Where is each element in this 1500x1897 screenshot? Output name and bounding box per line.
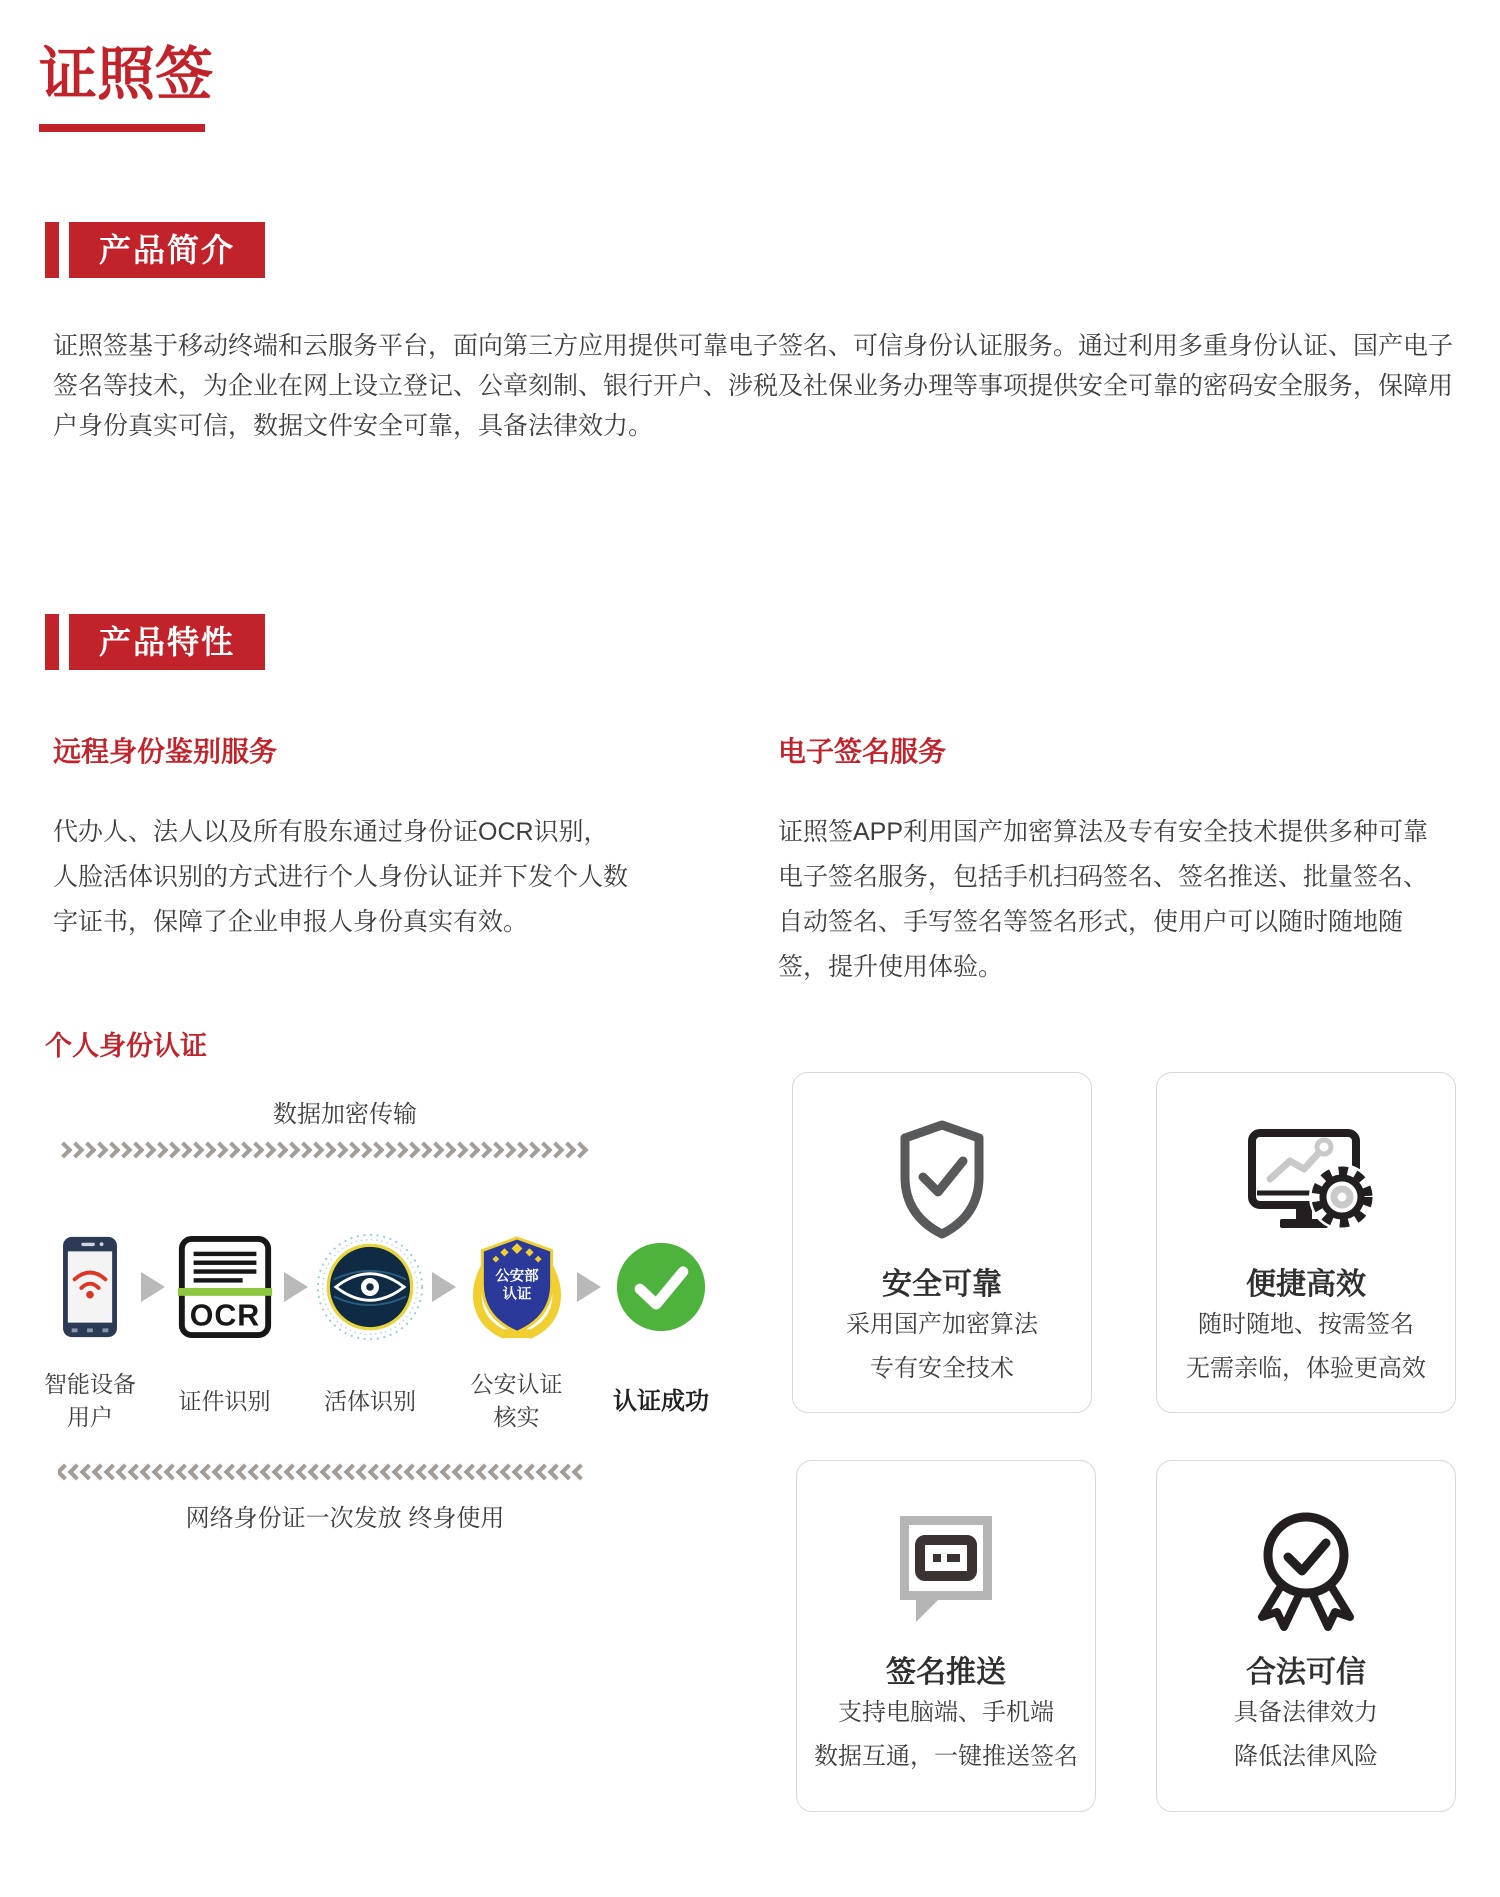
ocr-badge-text: OCR bbox=[189, 1298, 260, 1333]
personal-auth-title: 个人身份认证 bbox=[45, 1031, 207, 1061]
smartphone-icon bbox=[60, 1230, 120, 1344]
arrow-right-icon bbox=[284, 1272, 308, 1302]
card-line: 具备法律效力 bbox=[1234, 1699, 1378, 1726]
card-line: 随时随地、按需签名 bbox=[1198, 1311, 1414, 1338]
section-heading: 产品简介 bbox=[69, 222, 265, 278]
chevrons-right-decoration bbox=[58, 1138, 598, 1162]
section-header-intro bbox=[45, 222, 265, 278]
liveness-eye-icon bbox=[315, 1230, 425, 1344]
chevrons-left-decoration bbox=[58, 1460, 598, 1484]
chevron-icon bbox=[572, 1142, 589, 1159]
ocr-document-icon bbox=[177, 1230, 273, 1344]
section-accent-bar bbox=[45, 614, 59, 670]
feature-card-secure bbox=[792, 1072, 1092, 1413]
auth-step-liveness bbox=[309, 1230, 431, 1436]
page-title: 证照签 bbox=[39, 42, 214, 107]
chevron-icon bbox=[572, 1464, 589, 1481]
auth-step-label: 活体识别 bbox=[324, 1387, 416, 1414]
feature-card-push bbox=[796, 1460, 1096, 1812]
auth-step-label: 智能设备 用户 bbox=[44, 1371, 136, 1430]
message-push-icon bbox=[876, 1493, 1016, 1645]
auth-step-device bbox=[40, 1230, 140, 1436]
auth-step-label: 公安认证 核实 bbox=[470, 1371, 563, 1430]
card-line: 采用国产加密算法 bbox=[846, 1311, 1038, 1338]
card-line: 降低法律风险 bbox=[1234, 1743, 1378, 1770]
auth-step-label: 认证成功 bbox=[613, 1387, 709, 1415]
esign-paragraph: 证照签APP利用国产加密算法及专有安全技术提供多种可靠电子签名服务，包括手机扫码签名、签名推送、批量签名、自动签名、手写签名等签名形式，使用户可以随时随地随签，提升使用体验。 bbox=[778, 818, 1429, 981]
police-badge-icon bbox=[467, 1230, 567, 1344]
arrow-right-icon bbox=[577, 1272, 601, 1302]
lifetime-id-caption: 网络身份证一次发放 终身使用 bbox=[185, 1505, 505, 1532]
card-line: 支持电脑端、手机端 bbox=[838, 1699, 1054, 1726]
feature-card-legal bbox=[1156, 1460, 1456, 1812]
section-heading: 产品特性 bbox=[69, 614, 265, 670]
auth-step-ocr bbox=[167, 1230, 283, 1436]
card-title: 安全可靠 bbox=[882, 1268, 1002, 1301]
card-line: 数据互通，一键推送签名 bbox=[814, 1743, 1078, 1770]
feature-card-efficient bbox=[1156, 1072, 1456, 1413]
card-line: 专有安全技术 bbox=[870, 1355, 1014, 1382]
auth-step-police bbox=[458, 1230, 576, 1436]
intro-paragraph: 证照签基于移动终端和云服务平台，面向第三方应用提供可靠电子签名、可信身份认证服务。通过利用多重身份认证、国产电子签名等技术，为企业在网上设立登记、公章刻制、银行开户、涉税及社保业务办理等事项提供安全可靠的密码安全服务，保障用户身份真实可信，数据文件安全可靠，具备法律效力。 bbox=[53, 332, 1454, 440]
auth-step-success bbox=[602, 1230, 720, 1436]
section-accent-bar bbox=[45, 222, 59, 278]
card-title: 便捷高效 bbox=[1246, 1268, 1366, 1301]
medal-check-icon bbox=[1236, 1493, 1376, 1645]
arrow-right-icon bbox=[432, 1272, 456, 1302]
title-underline bbox=[39, 124, 205, 132]
remote-id-paragraph: 代办人、法人以及所有股东通过身份证OCR识别，人脸活体识别的方式进行个人身份认证并下发个人数字证书，保障了企业申报人身份真实有效。 bbox=[53, 818, 629, 936]
arrow-right-icon bbox=[141, 1272, 165, 1302]
success-check-icon bbox=[615, 1230, 707, 1344]
card-title: 签名推送 bbox=[886, 1656, 1006, 1689]
shield-check-icon bbox=[872, 1105, 1012, 1257]
monitor-gear-icon bbox=[1234, 1105, 1379, 1257]
remote-id-title: 远程身份鉴别服务 bbox=[53, 736, 278, 767]
auth-flow-diagram bbox=[40, 1230, 720, 1436]
encrypted-transfer-caption: 数据加密传输 bbox=[273, 1101, 417, 1128]
card-line: 无需亲临，体验更高效 bbox=[1186, 1355, 1426, 1382]
esign-title: 电子签名服务 bbox=[778, 736, 947, 767]
auth-step-label: 证件识别 bbox=[178, 1387, 271, 1414]
badge-text-line2: 认证 bbox=[502, 1286, 531, 1303]
card-title: 合法可信 bbox=[1246, 1656, 1366, 1689]
section-header-features bbox=[45, 614, 265, 670]
badge-text-line1: 公安部 bbox=[494, 1268, 539, 1285]
